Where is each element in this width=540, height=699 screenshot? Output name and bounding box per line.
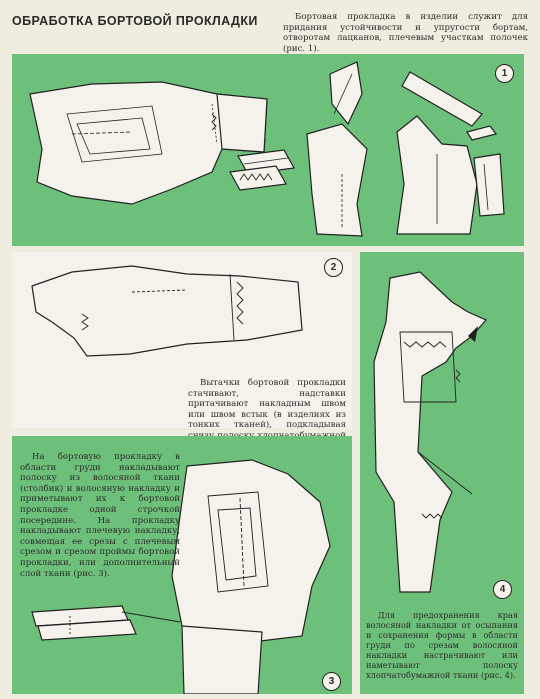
figure-4-number: 4: [493, 580, 512, 599]
intro-text: Бортовая прокладка в изделии служит для придания устойчивости и упругости бортам, отворотам лацканов, плечевым участкам полочек (рис. 1).: [283, 12, 528, 54]
step-3-text: На бортовую прокладку в области груди накладывают полоску из волосяной ткани (столбик) и волосяную накладку и приметывают их к бортовой прокладке одной строчкой посередине. На прокладку накладывают плечевую накладку, совмещая ее срезы с плечевым срезом и срезом проймы бортовой прокладки, или дополнительный слой ткани (рис. 3).: [20, 452, 180, 579]
figure-3-panel: [12, 436, 352, 694]
page-title: ОБРАБОТКА БОРТОВОЙ ПРОКЛАДКИ: [12, 14, 258, 28]
step-2-text: Вытачки бортовой прокладки стачивают, надставки притачивают накладным швом или швом встык (в изделиях из тонких тканей), подкладывая: [188, 378, 346, 431]
step-4-text: Для предохранения края волосяной накладки от осыпания и сохранения формы в области груди по срезам волосяной накладки настрачивают или наметывают полоску хлопчатобумажной ткани (рис. 4).: [366, 610, 518, 680]
figure-3-number: 3: [322, 672, 341, 691]
figure-2-panel: [12, 252, 352, 431]
figure-4-panel: [360, 252, 524, 694]
figure-1-drawing: [12, 54, 524, 246]
figure-2-number: 2: [324, 258, 343, 277]
figure-1-number: 1: [495, 64, 514, 83]
figure-1-panel: [12, 54, 524, 246]
